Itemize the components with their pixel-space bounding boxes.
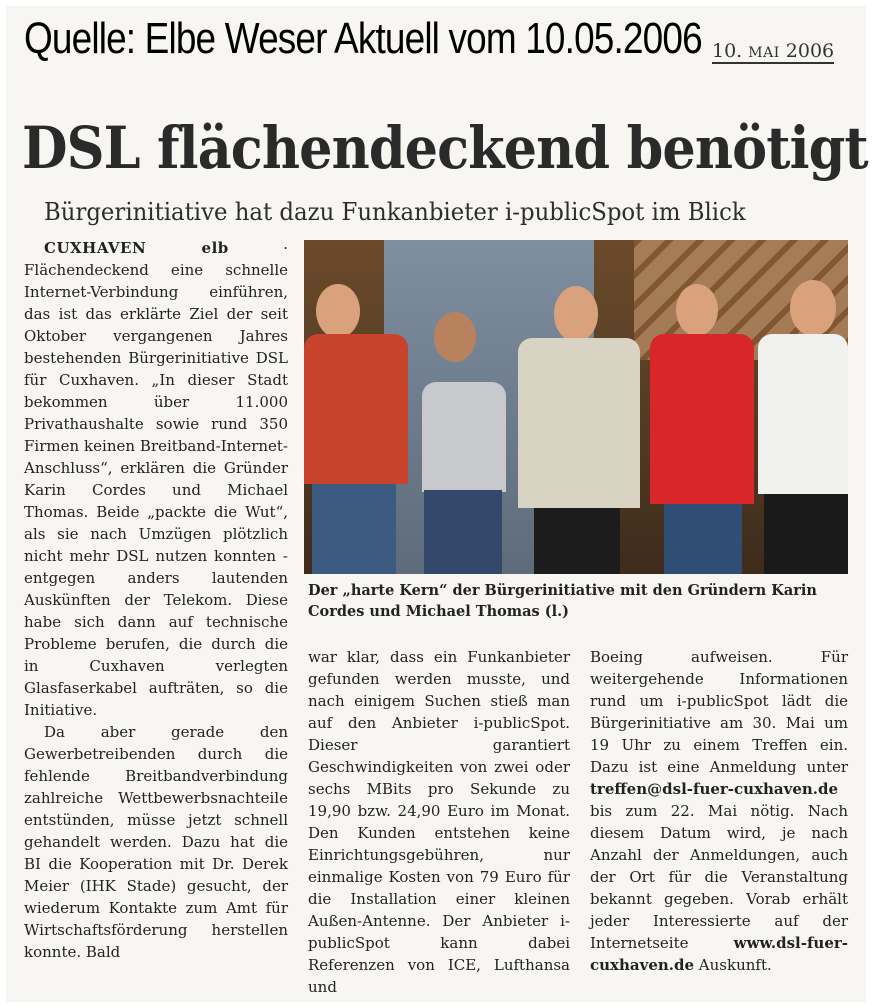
person-1 <box>304 284 414 574</box>
paragraph-1-text: Flächendeckend eine schnelle Internet-Verbindung einführen, das ist das erklärte Ziel der seit Oktober vergangenen Jahres bestehenden Bürgerinitiative DSL für Cuxhaven. „In dieser Stadt bekommen über 11.000 Privathaushalte sowie rund 350 Firmen keinen Breitband-Internet-Anschluss“, erklären die Gründer Karin Cordes und Michael Thomas. Beide „packte die Wut“, als sie nach Umzügen plötzlich nicht mehr DSL nutzen konnten - entgegen anders lautenden Auskünften der Telekom. Diese habe sich dann auf technische Probleme berufen, die durch die in Cuxhaven verlegten Glasfaserkabel aufträten, so die Initiative. <box>24 261 288 719</box>
person-3 <box>512 286 642 574</box>
paragraph-4-part-a: Boeing aufweisen. Für weitergehende Informationen rund um i-publicSpot lädt die Bürgerinitiative am 30. Mai um 19 Uhr zu einem Treffen ein. Dazu ist eine Anmeldung unter <box>590 648 848 776</box>
dateline <box>712 40 834 64</box>
paragraph-4-part-c: Auskunft. <box>694 956 772 974</box>
source-line: Quelle: Elbe Weser Aktuell vom 10.05.2006 <box>24 14 702 63</box>
contact-email: treffen@dsl-fuer-cuxhaven.de <box>590 780 839 798</box>
dateline-day: 10. <box>712 40 743 62</box>
article-column-1 <box>24 237 288 963</box>
paragraph-4-part-b: bis zum 22. Mai nötig. Nach diesem Datum wird, je nach Anzahl der Anmeldungen, auch der Ort für die Veranstaltung bekannt gegeben. Vorab erhält jeder Interessierte auf der Internetseite <box>590 802 848 952</box>
kicker: CUXHAVEN elb <box>44 239 229 257</box>
paragraph-4 <box>590 646 848 976</box>
paragraph-2: Da aber gerade den Gewerbetreibenden durch die fehlende Breitbandverbindung zahlreiche Wettbewerbsnachteile entstünden, müsse jetzt schnell gehandelt werden. Dazu hat die BI die Kooperation mit Dr. Derek Meier (IHK Stade) gesucht, der wiederum Kontakte zum Amt für Wirtschaftsförderung herstellen konnte. Bald <box>24 723 288 961</box>
headline: DSL flächendeckend benötigt <box>22 114 868 182</box>
website-url: www.dsl-fuer-cuxhaven.de <box>590 934 848 974</box>
paragraph-1 <box>24 237 288 721</box>
group-photo <box>304 240 848 574</box>
kicker-separator: · <box>228 239 288 257</box>
person-4 <box>650 284 760 574</box>
paragraph-3: war klar, dass ein Funkanbieter gefunden werden musste, und nach einigem Suchen stieß man auf den Anbieter i-publicSpot. Dieser garantiert Geschwindigkeiten von zwei oder sechs MBits pro Sekunde zu 19,90 bzw. 24,90 Euro im Monat. Den Kunden entstehen keine Einrichtungsgebühren, nur einmalige Kosten von 79 Euro für die Installation einer kleinen Außen-Antenne. Der Anbieter i-publicSpot kann dabei Referenzen von ICE, Lufthansa und <box>308 648 570 996</box>
person-2 <box>404 312 520 574</box>
photo-caption: Der „harte Kern“ der Bürgerinitiative mit den Gründern Karin Cordes und Michael Thomas (l.) <box>308 582 817 620</box>
article-column-4 <box>590 646 848 976</box>
article-column-3 <box>308 646 570 998</box>
dateline-month: MAI <box>748 45 780 61</box>
subheadline: Bürgerinitiative hat dazu Funkanbieter i-publicSpot im Blick <box>44 198 746 226</box>
dateline-year: 2006 <box>785 40 835 62</box>
person-5 <box>756 280 848 574</box>
